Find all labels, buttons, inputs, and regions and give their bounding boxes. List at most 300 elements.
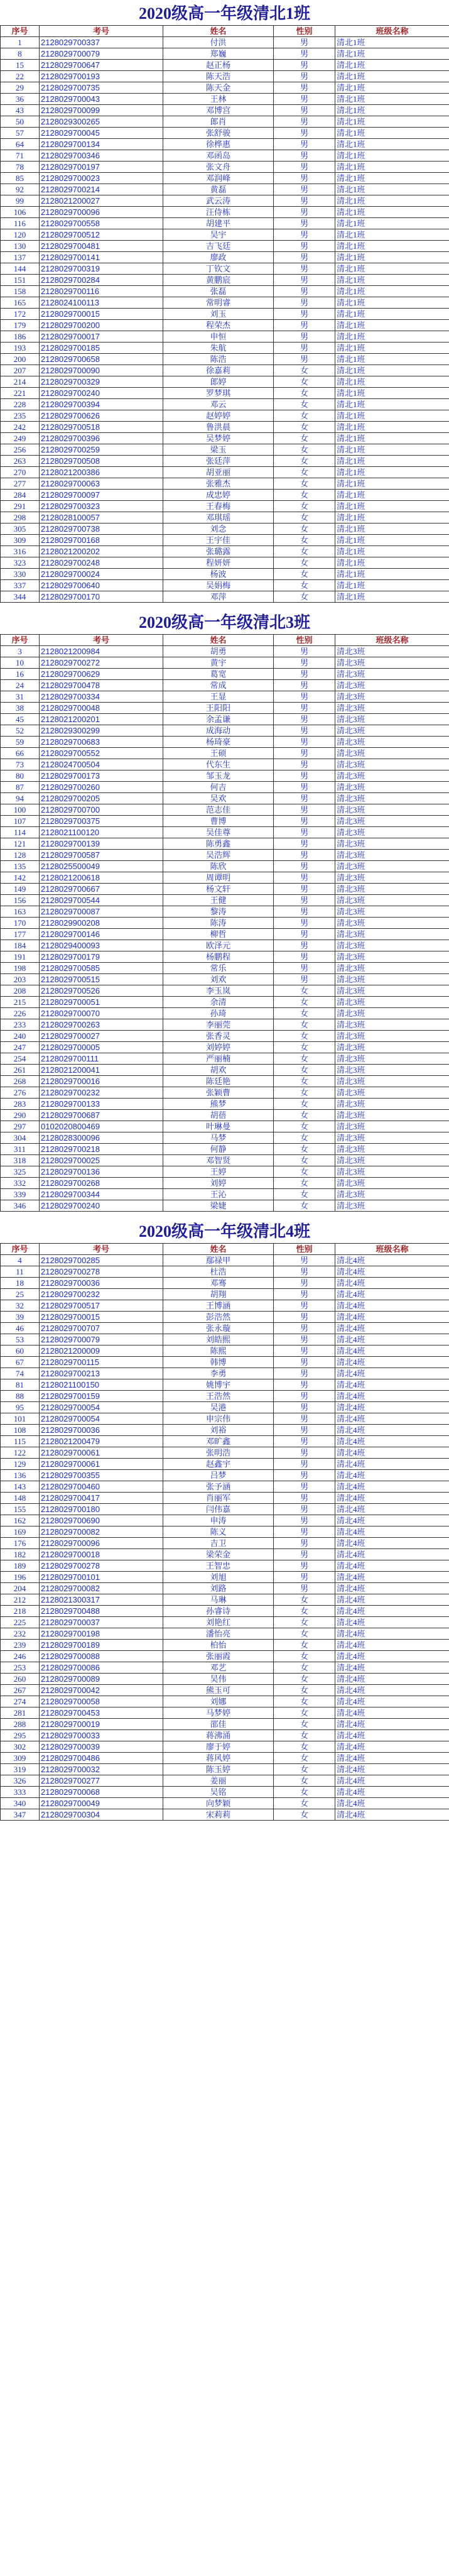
gender-cell: 男 — [274, 838, 335, 850]
table-row — [1, 1651, 449, 1662]
class-name-cell: 清北1班 — [335, 241, 449, 252]
gender-cell: 女 — [274, 557, 335, 569]
roster-table — [0, 1243, 449, 1821]
class-name-cell: 清北1班 — [335, 195, 449, 207]
name-cell: 陈玉婷 — [163, 1764, 274, 1775]
table-row — [1, 1696, 449, 1707]
exam-id-cell: 2128029700707 — [40, 1323, 163, 1334]
exam-id-cell: 2128029700508 — [40, 456, 163, 467]
gender-cell: 女 — [274, 456, 335, 467]
name-cell: 邵佳 — [163, 1719, 274, 1730]
class-name-cell: 清北1班 — [335, 184, 449, 195]
column-header-seq: 序号 — [1, 26, 40, 37]
name-cell: 吴梦婷 — [163, 433, 274, 444]
gender-cell: 男 — [274, 872, 335, 884]
exam-id-cell: 2128029700285 — [40, 1255, 163, 1266]
exam-id-cell: 2128029700232 — [40, 1087, 163, 1099]
class-name-cell: 清北1班 — [335, 252, 449, 263]
table-row — [1, 997, 449, 1008]
exam-id-cell: 2128029700260 — [40, 782, 163, 793]
exam-id-cell: 2128029700396 — [40, 433, 163, 444]
name-cell: 孙睿诗 — [163, 1606, 274, 1617]
name-cell: 何吉 — [163, 782, 274, 793]
name-cell: 常明睿 — [163, 297, 274, 309]
exam-id-cell: 2128029700394 — [40, 399, 163, 410]
name-cell: 潘怡亮 — [163, 1628, 274, 1640]
exam-id-cell: 2128025500049 — [40, 861, 163, 872]
table-row — [1, 569, 449, 580]
exam-id-cell: 2128029700478 — [40, 680, 163, 691]
seq-cell: 66 — [1, 748, 40, 759]
table-row — [1, 691, 449, 703]
seq-cell: 78 — [1, 162, 40, 173]
class-name-cell: 清北3班 — [335, 951, 449, 963]
table-row — [1, 1278, 449, 1289]
table-row — [1, 1031, 449, 1042]
seq-cell: 36 — [1, 94, 40, 105]
gender-cell: 男 — [274, 116, 335, 128]
seq-cell: 182 — [1, 1549, 40, 1560]
table-row — [1, 60, 449, 71]
class-name-cell: 清北3班 — [335, 703, 449, 714]
table-row — [1, 850, 449, 861]
seq-cell: 163 — [1, 906, 40, 918]
seq-cell: 309 — [1, 1753, 40, 1764]
name-cell: 刘婷婷 — [163, 1042, 274, 1053]
table-row — [1, 388, 449, 399]
gender-cell: 女 — [274, 1099, 335, 1110]
column-header-class: 班级名称 — [335, 26, 449, 37]
gender-cell: 女 — [274, 490, 335, 501]
name-cell: 邓云 — [163, 399, 274, 410]
gender-cell: 男 — [274, 1538, 335, 1549]
exam-id-cell: 2128029700037 — [40, 1617, 163, 1628]
table-row — [1, 1065, 449, 1076]
class-name-cell: 清北4班 — [335, 1459, 449, 1470]
class-name-cell: 清北4班 — [335, 1753, 449, 1764]
exam-id-cell: 2128029700096 — [40, 207, 163, 218]
exam-id-cell: 2128029700042 — [40, 1685, 163, 1696]
seq-cell: 130 — [1, 241, 40, 252]
seq-cell: 148 — [1, 1493, 40, 1504]
seq-cell: 186 — [1, 331, 40, 343]
seq-cell: 193 — [1, 343, 40, 354]
gender-cell: 女 — [274, 1110, 335, 1121]
gender-cell: 男 — [274, 951, 335, 963]
exam-id-cell: 2128029700049 — [40, 1798, 163, 1809]
gender-cell: 女 — [274, 1696, 335, 1707]
seq-cell: 59 — [1, 737, 40, 748]
table-row — [1, 940, 449, 951]
name-cell: 常成 — [163, 680, 274, 691]
gender-cell: 女 — [274, 1065, 335, 1076]
class-name-cell: 清北1班 — [335, 354, 449, 365]
seq-cell: 281 — [1, 1707, 40, 1719]
gender-cell: 男 — [274, 297, 335, 309]
exam-id-cell: 2128029700054 — [40, 1413, 163, 1425]
table-row — [1, 422, 449, 433]
exam-id-cell: 2128029700488 — [40, 1606, 163, 1617]
exam-id-cell: 2128029700481 — [40, 241, 163, 252]
seq-cell: 346 — [1, 1200, 40, 1212]
name-cell: 邓艺 — [163, 1662, 274, 1674]
class-name-cell: 清北1班 — [335, 48, 449, 60]
column-header-seq: 序号 — [1, 635, 40, 646]
class-name-cell: 清北4班 — [335, 1594, 449, 1606]
name-cell: 郎婷 — [163, 376, 274, 388]
name-cell: 程妍妍 — [163, 557, 274, 569]
gender-cell: 男 — [274, 827, 335, 838]
table-row — [1, 1312, 449, 1323]
gender-cell: 男 — [274, 1346, 335, 1357]
gender-cell: 男 — [274, 1391, 335, 1402]
table-row — [1, 105, 449, 116]
exam-id-cell: 2128021200984 — [40, 646, 163, 657]
table-row — [1, 1266, 449, 1278]
seq-cell: 260 — [1, 1674, 40, 1685]
class-name-cell: 清北4班 — [335, 1662, 449, 1674]
seq-cell: 218 — [1, 1606, 40, 1617]
class-name-cell: 清北4班 — [335, 1617, 449, 1628]
table-row — [1, 985, 449, 997]
table-row — [1, 1549, 449, 1560]
class-name-cell: 清北3班 — [335, 691, 449, 703]
class-name-cell: 清北3班 — [335, 895, 449, 906]
class-name-cell: 清北3班 — [335, 1178, 449, 1189]
name-cell: 何静 — [163, 1144, 274, 1155]
seq-cell: 225 — [1, 1617, 40, 1628]
table-row — [1, 827, 449, 838]
seq-cell: 330 — [1, 569, 40, 580]
table-row — [1, 557, 449, 569]
name-cell: 吉飞廷 — [163, 241, 274, 252]
exam-id-cell: 2128029300265 — [40, 116, 163, 128]
name-cell: 张明浩 — [163, 1447, 274, 1459]
exam-id-cell: 2128029300299 — [40, 725, 163, 737]
class-name-cell: 清北1班 — [335, 365, 449, 376]
seq-cell: 136 — [1, 1470, 40, 1481]
name-cell: 向梦颖 — [163, 1798, 274, 1809]
table-row — [1, 861, 449, 872]
gender-cell: 女 — [274, 1809, 335, 1821]
seq-cell: 85 — [1, 173, 40, 184]
class-roster-section — [0, 1220, 449, 1821]
name-cell: 余清 — [163, 997, 274, 1008]
exam-id-cell: 2128024100113 — [40, 297, 163, 309]
gender-cell: 男 — [274, 940, 335, 951]
exam-id-cell: 2128029700099 — [40, 105, 163, 116]
table-row — [1, 207, 449, 218]
seq-cell: 326 — [1, 1775, 40, 1787]
exam-id-cell: 2128029700058 — [40, 1696, 163, 1707]
class-name-cell: 清北4班 — [335, 1764, 449, 1775]
gender-cell: 男 — [274, 1425, 335, 1436]
class-name-cell: 清北3班 — [335, 714, 449, 725]
seq-cell: 240 — [1, 1031, 40, 1042]
name-cell: 徐桦惠 — [163, 139, 274, 150]
exam-id-cell: 2128029700068 — [40, 1787, 163, 1798]
name-cell: 柏怡 — [163, 1640, 274, 1651]
seq-cell: 340 — [1, 1798, 40, 1809]
seq-cell: 246 — [1, 1651, 40, 1662]
table-row — [1, 1166, 449, 1178]
name-cell: 周谭明 — [163, 872, 274, 884]
gender-cell: 女 — [274, 1662, 335, 1674]
gender-cell: 男 — [274, 1504, 335, 1515]
gender-cell: 女 — [274, 1019, 335, 1031]
seq-cell: 203 — [1, 974, 40, 985]
seq-cell: 261 — [1, 1065, 40, 1076]
class-roster-section — [0, 3, 449, 603]
name-cell: 郑巍 — [163, 48, 274, 60]
class-name-cell: 清北1班 — [335, 139, 449, 150]
class-name-cell: 清北4班 — [335, 1493, 449, 1504]
name-cell: 杜浩 — [163, 1266, 274, 1278]
name-cell: 郎肖 — [163, 116, 274, 128]
seq-cell: 158 — [1, 286, 40, 297]
name-cell: 申宗伟 — [163, 1413, 274, 1425]
table-row — [1, 490, 449, 501]
class-name-cell: 清北4班 — [335, 1278, 449, 1289]
column-header-name: 姓名 — [163, 1244, 274, 1255]
gender-cell: 男 — [274, 1413, 335, 1425]
roster-title: 2020级高一年级清北3班 — [138, 613, 310, 632]
column-header-id: 考号 — [40, 635, 163, 646]
exam-id-cell: 2128029700146 — [40, 929, 163, 940]
roster-table — [0, 25, 449, 603]
class-name-cell: 清北1班 — [335, 410, 449, 422]
class-name-cell: 清北3班 — [335, 1053, 449, 1065]
table-row — [1, 804, 449, 816]
gender-cell: 男 — [274, 60, 335, 71]
table-row — [1, 951, 449, 963]
name-cell: 张永璇 — [163, 1323, 274, 1334]
seq-cell: 325 — [1, 1166, 40, 1178]
name-cell: 申恒 — [163, 331, 274, 343]
exam-id-cell: 2128029700036 — [40, 1425, 163, 1436]
table-row — [1, 1560, 449, 1572]
exam-id-cell: 2128029700063 — [40, 478, 163, 490]
table-row — [1, 725, 449, 737]
exam-id-cell: 2128029700101 — [40, 1572, 163, 1583]
class-name-cell: 清北1班 — [335, 309, 449, 320]
table-row — [1, 1640, 449, 1651]
gender-cell: 男 — [274, 139, 335, 150]
name-cell: 吴伟 — [163, 1674, 274, 1685]
seq-cell: 305 — [1, 523, 40, 535]
class-name-cell: 清北1班 — [335, 523, 449, 535]
table-row — [1, 1481, 449, 1493]
column-header-name: 姓名 — [163, 635, 274, 646]
name-cell: 刘欢 — [163, 974, 274, 985]
exam-id-cell: 2128029700180 — [40, 1504, 163, 1515]
column-header-seq: 序号 — [1, 1244, 40, 1255]
gender-cell: 男 — [274, 1334, 335, 1346]
table-row — [1, 1526, 449, 1538]
seq-cell: 80 — [1, 770, 40, 782]
exam-id-cell: 2128029700082 — [40, 1526, 163, 1538]
class-name-cell: 清北1班 — [335, 591, 449, 603]
seq-cell: 45 — [1, 714, 40, 725]
seq-cell: 116 — [1, 218, 40, 229]
name-cell: 余孟谦 — [163, 714, 274, 725]
gender-cell: 男 — [274, 195, 335, 207]
gender-cell: 男 — [274, 782, 335, 793]
exam-id-cell: 2128029700018 — [40, 1549, 163, 1560]
name-cell: 胡亚丽 — [163, 467, 274, 478]
gender-cell: 女 — [274, 512, 335, 523]
class-name-cell: 清北4班 — [335, 1447, 449, 1459]
seq-cell: 274 — [1, 1696, 40, 1707]
exam-id-cell: 2128029700304 — [40, 1809, 163, 1821]
class-name-cell: 清北4班 — [335, 1549, 449, 1560]
name-cell: 王智忠 — [163, 1560, 274, 1572]
name-cell: 成忠婷 — [163, 490, 274, 501]
name-cell: 梁婕 — [163, 1200, 274, 1212]
class-name-cell: 清北4班 — [335, 1425, 449, 1436]
name-cell: 杨波 — [163, 569, 274, 580]
roster-table — [0, 634, 449, 1212]
seq-cell: 71 — [1, 150, 40, 162]
seq-cell: 16 — [1, 669, 40, 680]
name-cell: 胡欢 — [163, 1065, 274, 1076]
name-cell: 吴铭 — [163, 1787, 274, 1798]
column-header-id: 考号 — [40, 1244, 163, 1255]
name-cell: 丁钦文 — [163, 263, 274, 275]
exam-id-cell: 2128029700526 — [40, 985, 163, 997]
table-row — [1, 478, 449, 490]
exam-id-cell: 2128029700039 — [40, 1741, 163, 1753]
gender-cell: 男 — [274, 354, 335, 365]
class-name-cell: 清北1班 — [335, 128, 449, 139]
name-cell: 杨文轩 — [163, 884, 274, 895]
gender-cell: 男 — [274, 184, 335, 195]
exam-id-cell: 2128029700016 — [40, 1076, 163, 1087]
seq-cell: 46 — [1, 1323, 40, 1334]
column-header-id: 考号 — [40, 26, 163, 37]
gender-cell: 男 — [274, 218, 335, 229]
table-row — [1, 1764, 449, 1775]
seq-cell: 332 — [1, 1178, 40, 1189]
table-row — [1, 974, 449, 985]
exam-id-cell: 2128029700687 — [40, 1110, 163, 1121]
table-row — [1, 1300, 449, 1312]
class-name-cell: 清北1班 — [335, 37, 449, 48]
exam-id-cell: 2128029700319 — [40, 263, 163, 275]
gender-cell: 女 — [274, 1031, 335, 1042]
exam-id-cell: 2128021100150 — [40, 1379, 163, 1391]
name-cell: 刘路 — [163, 1583, 274, 1594]
class-name-cell: 清北4班 — [335, 1707, 449, 1719]
gender-cell: 男 — [274, 1289, 335, 1300]
seq-cell: 270 — [1, 467, 40, 478]
seq-cell: 74 — [1, 1368, 40, 1379]
class-name-cell: 清北1班 — [335, 207, 449, 218]
exam-id-cell: 2128029700213 — [40, 1368, 163, 1379]
table-row — [1, 1719, 449, 1730]
class-name-cell: 清北1班 — [335, 422, 449, 433]
exam-id-cell: 2128029700218 — [40, 1144, 163, 1155]
seq-cell: 254 — [1, 1053, 40, 1065]
class-name-cell: 清北3班 — [335, 1008, 449, 1019]
table-row — [1, 1515, 449, 1526]
exam-id-cell: 2128029700045 — [40, 128, 163, 139]
seq-cell: 204 — [1, 1583, 40, 1594]
gender-cell: 男 — [274, 1560, 335, 1572]
class-name-cell: 清北4班 — [335, 1368, 449, 1379]
class-name-cell: 清北1班 — [335, 388, 449, 399]
name-cell: 韩博 — [163, 1357, 274, 1368]
class-name-cell: 清北3班 — [335, 1121, 449, 1132]
class-name-cell: 清北4班 — [335, 1538, 449, 1549]
seq-cell: 316 — [1, 546, 40, 557]
table-row — [1, 1606, 449, 1617]
class-name-cell: 清北3班 — [335, 646, 449, 657]
name-cell: 张廷萍 — [163, 456, 274, 467]
seq-cell: 57 — [1, 128, 40, 139]
gender-cell: 女 — [274, 1008, 335, 1019]
table-row — [1, 918, 449, 929]
class-name-cell: 清北4班 — [335, 1674, 449, 1685]
exam-id-cell: 2128028300096 — [40, 1132, 163, 1144]
name-cell: 陈熙 — [163, 1346, 274, 1357]
class-name-cell: 清北1班 — [335, 286, 449, 297]
name-cell: 胡建平 — [163, 218, 274, 229]
gender-cell: 男 — [274, 252, 335, 263]
seq-cell: 304 — [1, 1132, 40, 1144]
seq-cell: 339 — [1, 1189, 40, 1200]
name-cell: 刘念 — [163, 523, 274, 535]
gender-cell: 男 — [274, 963, 335, 974]
class-name-cell: 清北3班 — [335, 1065, 449, 1076]
class-name-cell: 清北4班 — [335, 1515, 449, 1526]
exam-id-cell: 2128029700015 — [40, 1312, 163, 1323]
class-name-cell: 清北1班 — [335, 229, 449, 241]
column-header-class: 班级名称 — [335, 1244, 449, 1255]
seq-cell: 226 — [1, 1008, 40, 1019]
name-cell: 赵婷婷 — [163, 410, 274, 422]
gender-cell: 女 — [274, 1685, 335, 1696]
exam-id-cell: 2128029700738 — [40, 523, 163, 535]
gender-cell: 女 — [274, 1787, 335, 1798]
class-name-cell: 清北1班 — [335, 275, 449, 286]
gender-cell: 女 — [274, 1741, 335, 1753]
gender-cell: 男 — [274, 918, 335, 929]
exam-id-cell: 2128029700375 — [40, 816, 163, 827]
exam-id-cell: 2128029700061 — [40, 1447, 163, 1459]
class-name-cell: 清北3班 — [335, 725, 449, 737]
table-row — [1, 1628, 449, 1640]
class-name-cell: 清北3班 — [335, 1042, 449, 1053]
name-cell: 黎涛 — [163, 906, 274, 918]
name-cell: 刘娜 — [163, 1696, 274, 1707]
name-cell: 彭浩然 — [163, 1312, 274, 1323]
gender-cell: 男 — [274, 331, 335, 343]
exam-id-cell: 2128029700024 — [40, 569, 163, 580]
table-row — [1, 82, 449, 94]
name-cell: 吴佳尊 — [163, 827, 274, 838]
table-row — [1, 1323, 449, 1334]
name-cell: 陈天金 — [163, 82, 274, 94]
gender-cell: 女 — [274, 1189, 335, 1200]
table-row — [1, 218, 449, 229]
exam-id-cell: 2128029700263 — [40, 1019, 163, 1031]
name-cell: 赵正杨 — [163, 60, 274, 71]
seq-cell: 189 — [1, 1560, 40, 1572]
exam-id-cell: 2128029700133 — [40, 1099, 163, 1110]
seq-cell: 228 — [1, 399, 40, 410]
name-cell: 邹玉龙 — [163, 770, 274, 782]
